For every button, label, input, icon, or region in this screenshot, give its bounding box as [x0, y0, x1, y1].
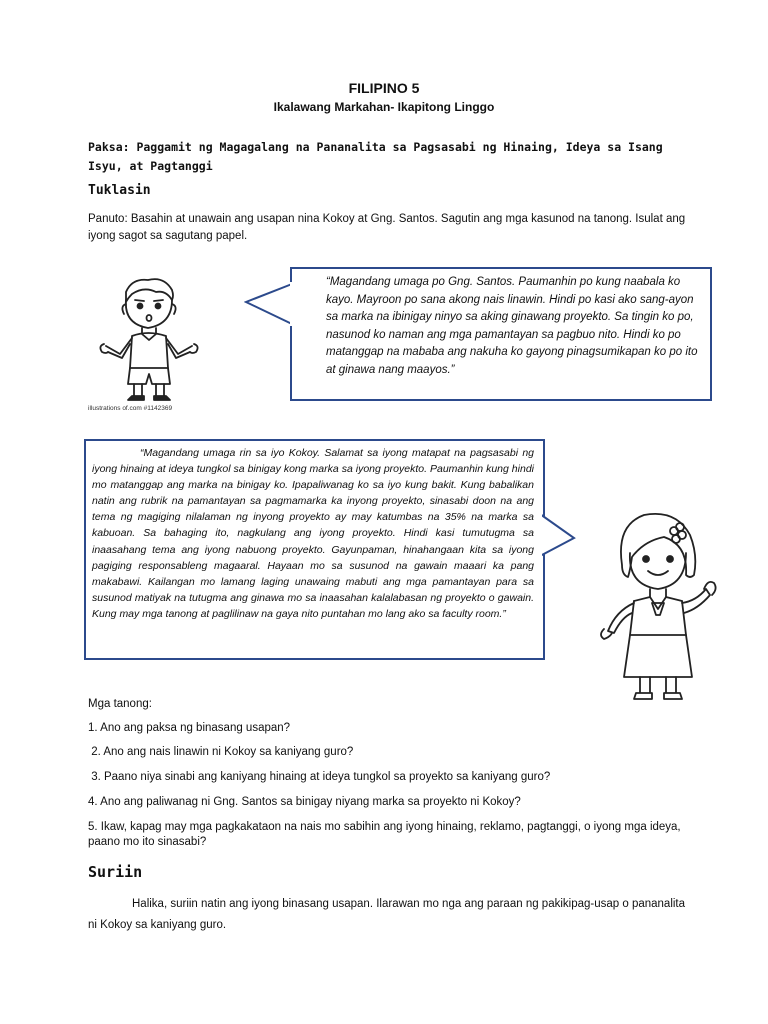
illustration-watermark: illustrations of.com #1142369	[88, 405, 173, 412]
page-title: FILIPINO 5	[348, 80, 420, 96]
kokoy-dialogue: “Magandang umaga po Gng. Santos. Paumanhin po kung naabala ko kayo. Mayroon po sana akong nais linawin. Hindi po kasi ako sang-ayon sa marka na ibinigay ninyo sa aking ginawang proyekto. Sa tingin ko po, nasunod ko naman ang mga pamantayan sa pagbuo nito. Hindi ko po matanggap na mababa ang nakuha ko gayong pinagsumikapan ko po ito at ginawa nang maayos.”	[326, 276, 698, 376]
question-item: 4. Ano ang paliwanag ni Gng. Santos sa binigay niyang marka sa proyekto ni Kokoy?	[88, 796, 521, 808]
question-item: 3. Paano niya sinabi ang kaniyang hinaing at ideya tungkol sa proyekto sa kaniyang guro?	[88, 771, 551, 783]
question-item: 2. Ano ang nais linawin ni Kokoy sa kaniyang guro?	[88, 746, 354, 758]
teacher-illustration	[594, 505, 726, 705]
kokoy-bubble-tail	[244, 282, 294, 326]
santos-bubble-tail	[538, 510, 578, 560]
section-heading-suriin: Suriin	[88, 863, 143, 881]
page-subtitle: Ikalawang Markahan- Ikapitong Linggo	[273, 100, 495, 114]
question-item: 1. Ano ang paksa ng binasang usapan?	[88, 722, 291, 734]
topic-heading: Paksa: Paggamit ng Magagalang na Pananalita sa Pagsasabi ng Hinaing, Ideya sa Isang Isyu, at Pagtanggi	[88, 140, 663, 173]
instructions-text: Panuto: Basahin at unawain ang usapan nina Kokoy at Gng. Santos. Sagutin ang mga kasunod na tanong. Isulat ang iyong sagot sa sagutang papel.	[88, 213, 686, 242]
questions-heading: Mga tanong:	[88, 698, 152, 710]
suriin-text: Halika, suriin natin ang iyong binasang usapan. Ilarawan mo nga ang paraan ng pakikipag-usap o pananalita ni Kokoy sa kaniyang guro.	[88, 898, 686, 931]
section-heading-tuklasin: Tuklasin	[88, 183, 151, 198]
question-item: 5. Ikaw, kapag may mga pagkakataon na nais mo sabihin ang iyong hinaing, reklamo, pagtanggi, o iyong mga ideya, paano mo ito sinasabi?	[88, 821, 681, 848]
santos-speech-bubble	[84, 439, 545, 660]
boy-illustration	[88, 270, 210, 412]
santos-dialogue: “Magandang umaga rin sa iyo Kokoy. Salamat sa iyong matapat na pagsasabi ng iyong hinaing at ideya tungkol sa binigay kong marka sa iyong proyekto. Paumanhin kung hindi mo matanggap ang marka na binigay ko. Ipapaliwanag ko sa iyo kung bakit. Kung babalikan natin ang rubrik na pamantayan sa pagmamarka ka inyong proyekto, sinasabi doon na ang tema ng magiging nilalaman ng inyong proyekto ay may katumbas na 35% na marka sa kabuoan. Sa bahaging ito, nagkulang ang iyong proyekto. Hindi kasi tumutugma sa inaasahang tema ang iyong nabuong proyekto. Gayunpaman, hinahangaan kita sa iyong pagiging responsableng magaaral. Hayaan mo sa susunod na gawain maaari ka pang makabawi. Kailangan mo lamang laging unawaing mabuti ang mga pamantayan para sa susunod matiyak na tutugma ang ginawa mo sa inaasahan kalalabasan ng proyekto o gawain. Kung may mga tanong at paglilinaw na gaya nito puntahan mo lang ako sa faculty room.”	[92, 447, 534, 620]
